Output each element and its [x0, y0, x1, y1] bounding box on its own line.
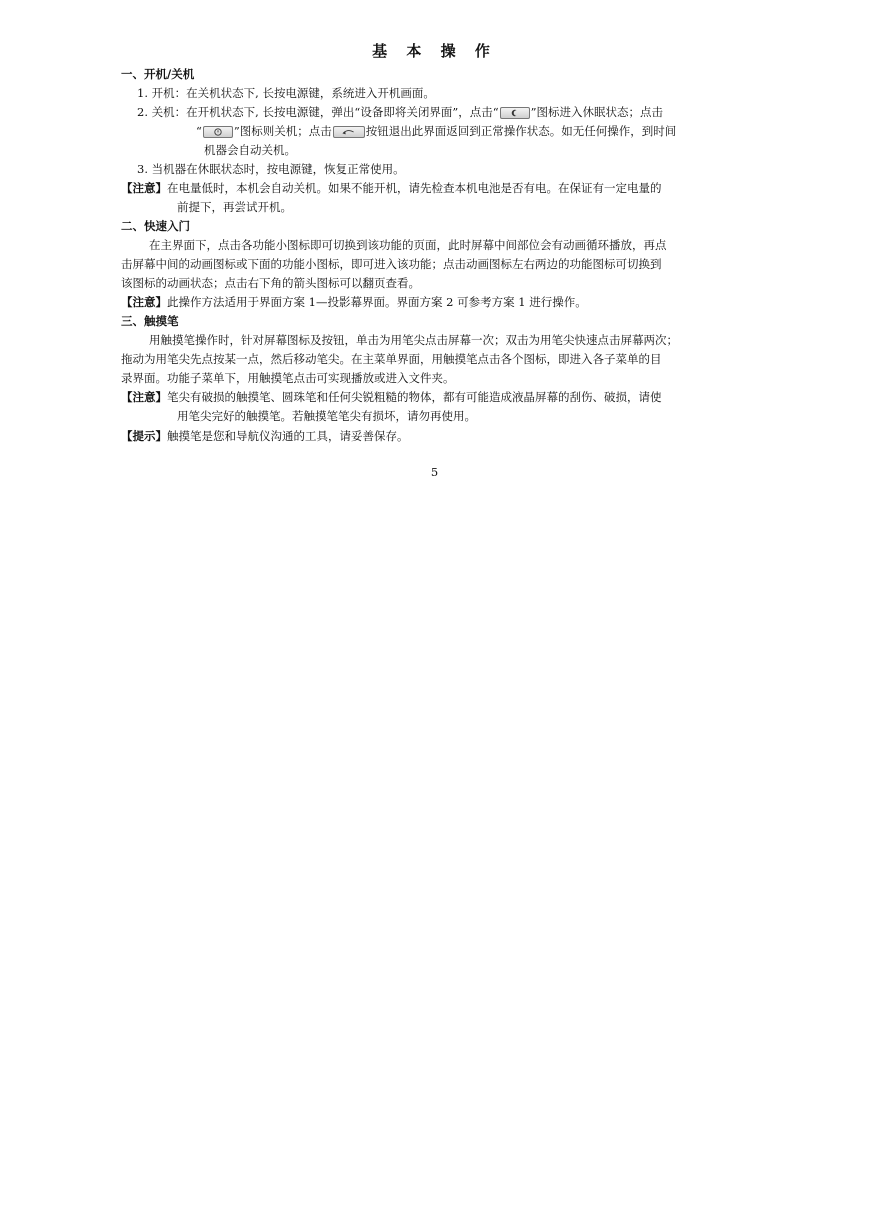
page-title: 基 本 操 作 [372, 42, 497, 60]
power-note-text-1: 在电量低时，本机会自动关机。如果不能开机，请先检查本机电池是否有电。在保证有一定电量的 [167, 181, 662, 195]
quickstart-paragraph-line-3: 该图标的动画状态；点击右下角的箭头图标可以翻页查看。 [121, 276, 420, 290]
power-note [121, 179, 662, 198]
note-tag: 【注意】 [121, 390, 167, 404]
quickstart-paragraph-line-2: 击屏幕中间的动画图标或下面的功能小图标，即可进入该功能；点击动画图标左右两边的功能图标可切换到 [121, 257, 662, 271]
power-item-2-line-2 [196, 122, 676, 141]
quickstart-note-text: 此操作方法适用于界面方案 1—投影幕界面。界面方案 2 可参考方案 1 进行操作。 [167, 295, 587, 309]
stylus-note [121, 388, 662, 407]
power-note-line-2: 前提下，再尝试开机。 [177, 200, 292, 214]
section-heading-quickstart: 二、快速入门 [121, 219, 190, 233]
power-item-2-text-a: 2. 关机：在开机状态下, 长按电源键，弹出“设备即将关闭界面”，点击“ [137, 105, 499, 119]
back-arrow-icon [333, 126, 365, 138]
note-tag: 【注意】 [121, 295, 167, 309]
quickstart-paragraph-line-1: 在主界面下，点击各功能小图标即可切换到该功能的页面，此时屏幕中间部位会有动画循环播放，再点 [149, 238, 667, 252]
section-heading-power: 一、开机/关机 [121, 67, 195, 81]
moon-icon [500, 107, 530, 119]
page-number: 5 [430, 465, 439, 479]
power-item-1: 1. 开机：在关机状态下, 长按电源键，系统进入开机画面。 [137, 86, 435, 100]
power-item-3: 3. 当机器在休眠状态时，按电源键，恢复正常使用。 [137, 162, 405, 176]
quickstart-note [121, 293, 587, 312]
power-item-2-text-c: “ [196, 124, 202, 138]
power-item-2-text-e: 按钮退出此界面返回到正常操作状态。如无任何操作，到时间 [365, 124, 677, 138]
tip-tag: 【提示】 [121, 429, 167, 443]
stylus-note-text-1: 笔尖有破损的触摸笔、圆珠笔和任何尖锐粗糙的物体，都有可能造成液晶屏幕的刮伤、破损，请使 [167, 390, 662, 404]
stylus-note-line-2: 用笔尖完好的触摸笔。若触摸笔笔尖有损坏，请勿再使用。 [177, 409, 476, 423]
stylus-paragraph-line-1: 用触摸笔操作时，针对屏幕图标及按钮，单击为用笔尖点击屏幕一次；双击为用笔尖快速点击屏幕两次； [149, 333, 678, 347]
power-item-2-line-1 [137, 103, 663, 122]
power-item-2-line-3: 机器会自动关机。 [204, 143, 296, 157]
power-item-2-text-b: ”图标进入休眠状态；点击 [530, 105, 663, 119]
section-heading-stylus: 三、触摸笔 [121, 314, 179, 328]
stylus-tip [121, 427, 409, 446]
stylus-paragraph-line-3: 录界面。功能子菜单下，用触摸笔点击可实现播放或进入文件夹。 [121, 371, 455, 385]
power-item-2-text-d: ”图标则关机；点击 [233, 124, 332, 138]
power-icon [203, 126, 233, 138]
note-tag: 【注意】 [121, 181, 167, 195]
stylus-paragraph-line-2: 拖动为用笔尖先点按某一点，然后移动笔尖。在主菜单界面，用触摸笔点击各个图标，即进入各子菜单的目 [121, 352, 662, 366]
stylus-tip-text: 触摸笔是您和导航仪沟通的工具，请妥善保存。 [167, 429, 409, 443]
